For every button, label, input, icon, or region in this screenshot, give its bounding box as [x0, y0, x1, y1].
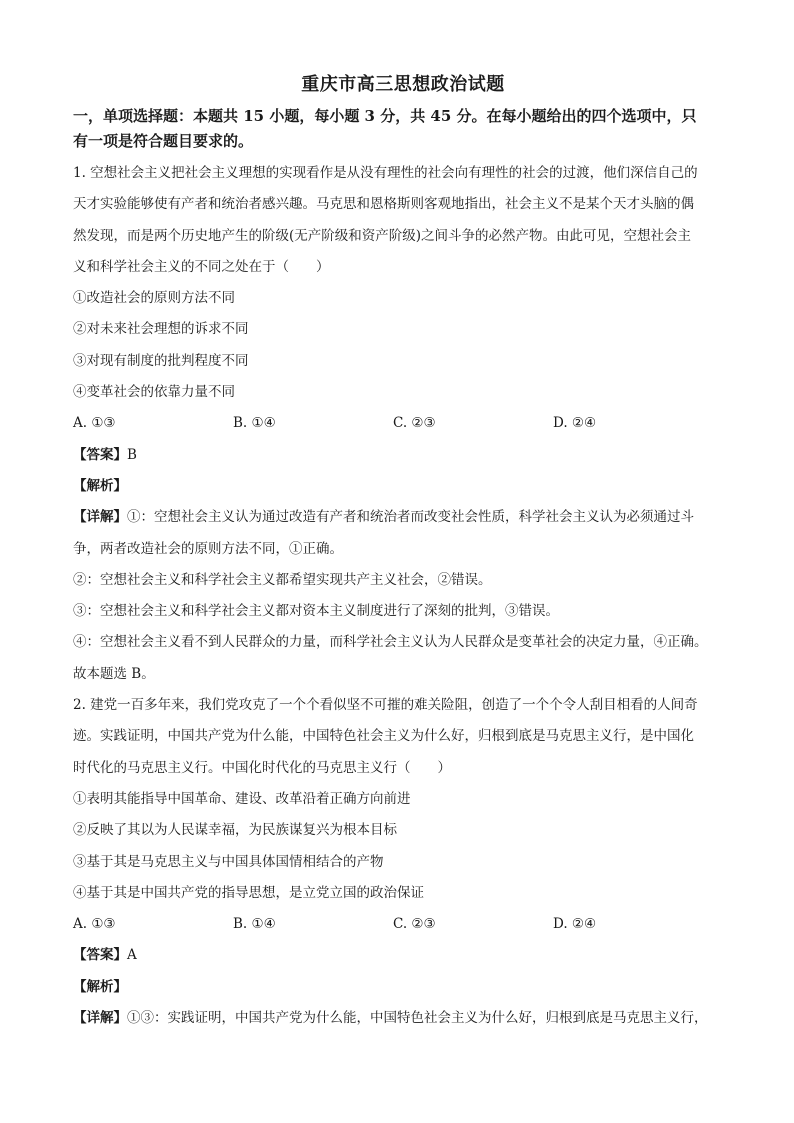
detail-text: ①：空想社会主义认为通过改造有产者和统治者而改变社会性质，科学社会主义认为必须通过斗: [127, 509, 694, 526]
detail-line: 争，两者改造社会的原则方法不同，①正确。: [73, 540, 343, 557]
choice-b: B. ①④: [233, 415, 276, 432]
question-stem-line: 时代化的马克思主义行。中国化时代化的马克思主义行（ ）: [73, 759, 451, 776]
question-stem-line: 然发现，而是两个历史地产生的阶级(无产阶级和资产阶级)之间斗争的必然产物。由此可见，空想社会主: [73, 227, 692, 244]
question-1: [73, 158, 733, 690]
section-heading-line: 有一项是符合题目要求的。: [73, 132, 254, 150]
answer-value: A: [127, 947, 137, 964]
choice-a: A. ①③: [73, 916, 116, 933]
detail-line: [73, 1003, 733, 1034]
choice-d: D. ②④: [553, 916, 597, 933]
choice-c: C. ②③: [393, 916, 436, 933]
question-stem-line: 迹。实践证明，中国共产党为什么能，中国特色社会主义为什么好，归根到底是马克思主义行，是中国化: [73, 728, 694, 745]
question-option: ④变革社会的依靠力量不同: [73, 384, 235, 401]
detail-label: 【详解】: [73, 1010, 127, 1027]
choice-b: B. ①④: [233, 916, 276, 933]
answer-line: [73, 440, 733, 471]
question-option: ①改造社会的原则方法不同: [73, 290, 235, 307]
choice-d: D. ②④: [553, 415, 597, 432]
question-option: ④基于其是中国共产党的指导思想，是立党立国的政治保证: [73, 884, 424, 901]
answer-line: [73, 940, 733, 971]
choice-c: C. ②③: [393, 415, 436, 432]
exam-page: [73, 70, 733, 1034]
detail-line: ④：空想社会主义看不到人民群众的力量，而科学社会主义认为人民群众是变革社会的决定力量，④正确。: [73, 634, 708, 651]
analysis-label: 【解析】: [73, 477, 127, 494]
section-heading-line: 一，单项选择题：本题共 15 小题，每小题 3 分，共 45 分。在每小题给出的四个选项中，只: [73, 107, 697, 125]
question-stem-line: 2. 建党一百多年来，我们党攻克了一个个看似坚不可摧的难关险阻，创造了一个个令人刮目相看的人间奇: [73, 697, 698, 714]
question-stem-line: 天才实验能够使有产者和统治者感兴趣。马克思和恩格斯则客观地指出，社会主义不是某个天才头脑的偶: [73, 196, 694, 213]
detail-line: [73, 502, 733, 533]
answer-choices: [73, 909, 733, 940]
answer-label: 【答案】: [73, 446, 127, 463]
answer-value: B: [127, 446, 137, 463]
choice-a: A. ①③: [73, 415, 116, 432]
question-option: ①表明其能指导中国革命、建设、改革沿着正确方向前进: [73, 790, 411, 807]
section-heading: [73, 104, 733, 154]
question-2: [73, 690, 733, 1034]
answer-label: 【答案】: [73, 947, 127, 964]
analysis-label: 【解析】: [73, 978, 127, 995]
detail-text: ①③：实践证明，中国共产党为什么能，中国特色社会主义为什么好，归根到底是马克思主义行，: [127, 1010, 708, 1027]
question-option: ③基于其是马克思主义与中国具体国情相结合的产物: [73, 853, 384, 870]
detail-label: 【详解】: [73, 509, 127, 526]
detail-line: 故本题选 B。: [73, 665, 155, 682]
answer-choices: [73, 408, 733, 439]
question-option: ③对现有制度的批判程度不同: [73, 352, 249, 369]
question-option: ②反映了其以为人民谋幸福，为民族谋复兴为根本目标: [73, 822, 397, 839]
page-title: 重庆市高三思想政治试题: [301, 74, 505, 95]
detail-line: ②：空想社会主义和科学社会主义都希望实现共产主义社会，②错误。: [73, 571, 492, 588]
question-stem-line: 1. 空想社会主义把社会主义理想的实现看作是从没有理性的社会向有理性的社会的过渡，他们深信自己的: [73, 165, 698, 181]
question-stem-line: 义和科学社会主义的不同之处在于（ ）: [73, 258, 330, 275]
detail-line: ③：空想社会主义和科学社会主义都对资本主义制度进行了深刻的批判，③错误。: [73, 603, 559, 620]
question-option: ②对未来社会理想的诉求不同: [73, 321, 249, 338]
